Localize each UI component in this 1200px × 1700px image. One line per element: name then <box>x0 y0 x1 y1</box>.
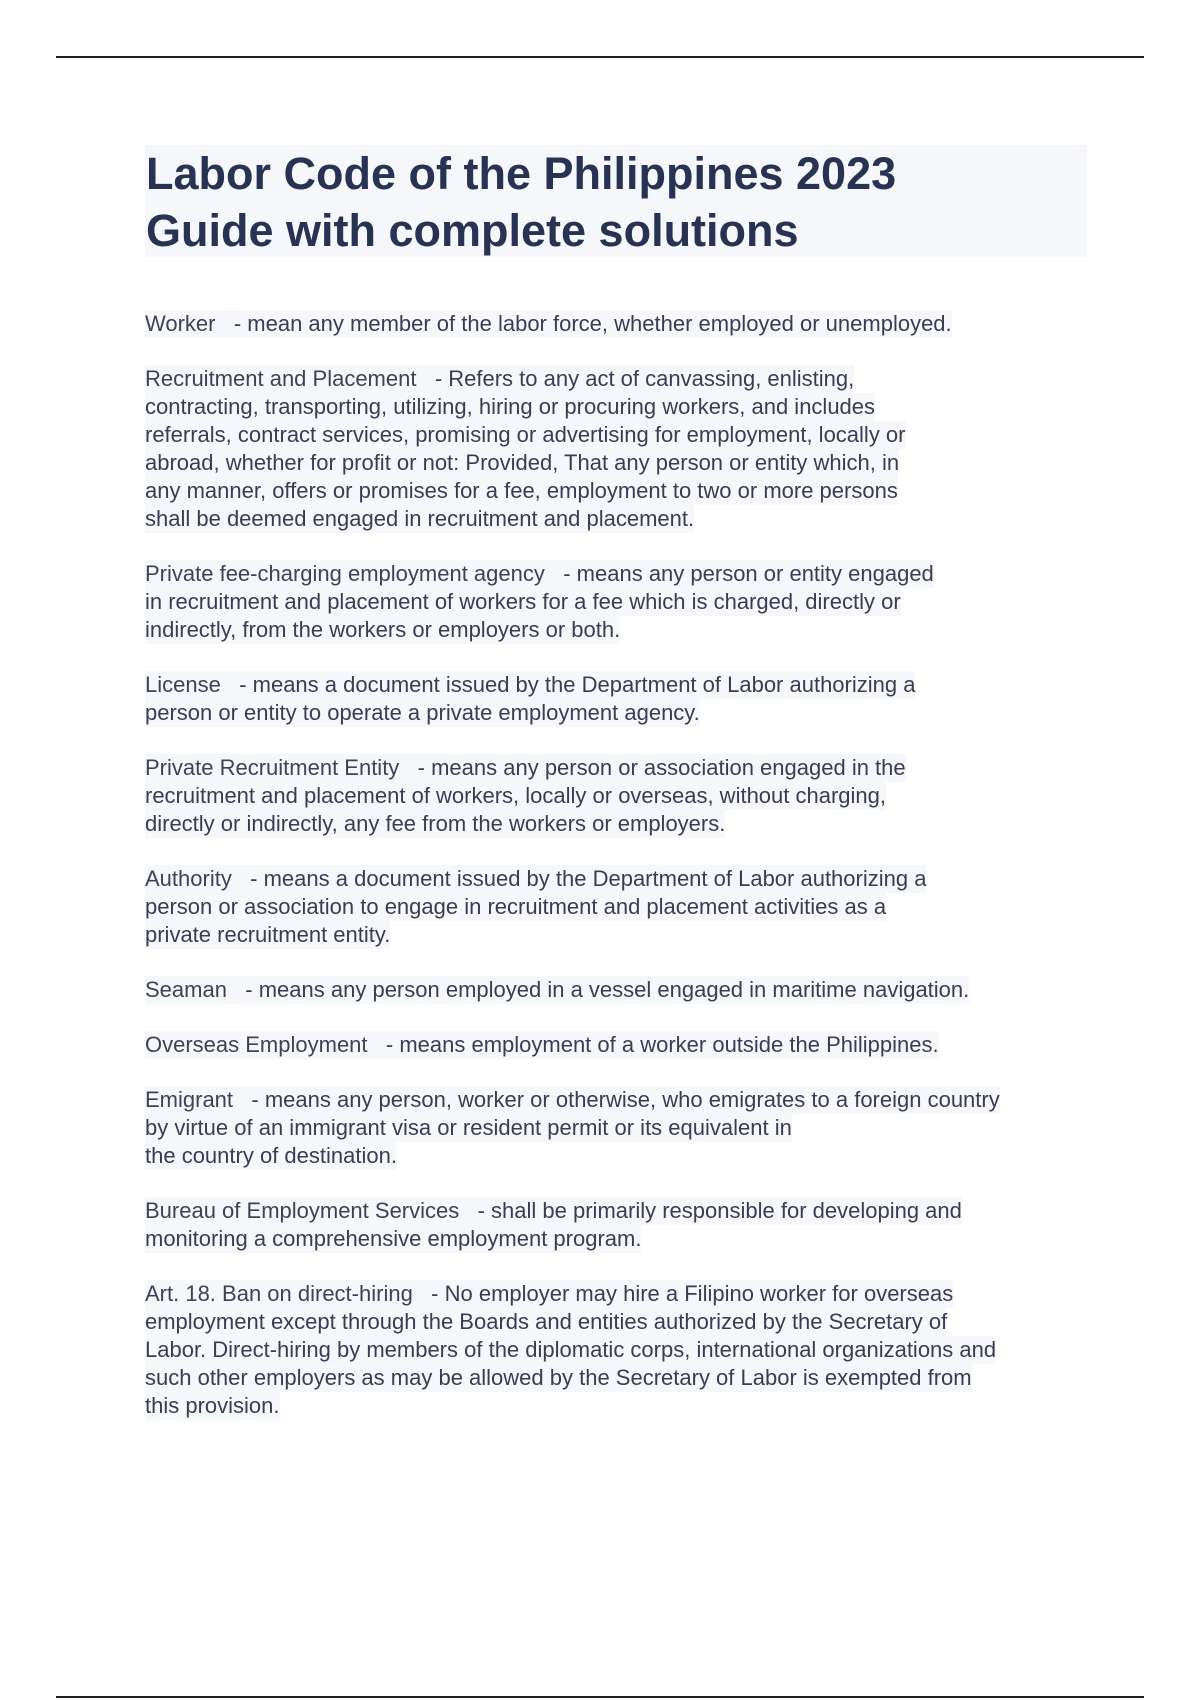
definition-line <box>145 1225 641 1253</box>
definition-entry <box>145 365 1090 533</box>
definition-text: such other employers as may be allowed by the Secretary of Labor is exempted from <box>145 1365 972 1390</box>
definition-term: Bureau of Employment Services <box>145 1198 460 1223</box>
definition-text: employment except through the Boards and entities authorized by the Secretary of <box>145 1309 948 1334</box>
definition-line <box>145 699 700 727</box>
definition-term: Seaman <box>145 977 227 1002</box>
definition-text: - Refers to any act of canvassing, enlisting, <box>434 366 855 391</box>
definition-line <box>145 505 694 533</box>
definition-entry <box>145 754 1090 838</box>
definition-line <box>145 588 901 616</box>
definition-text: - means any person, worker or otherwise, who emigrates to a foreign country <box>251 1087 1000 1112</box>
definition-entry <box>145 560 1090 644</box>
definition-line <box>145 782 886 810</box>
definition-line <box>145 616 620 644</box>
definition-text: - No employer may hire a Filipino worker for overseas <box>431 1281 954 1306</box>
definition-line <box>145 560 934 588</box>
definition-text: person or association to engage in recruitment and placement activities as a <box>145 894 887 919</box>
definition-entry <box>145 1031 1090 1059</box>
definition-text: - means employment of a worker outside the Philippines. <box>385 1032 939 1057</box>
definition-text: Labor. Direct-hiring by members of the diplomatic corps, international organizations and <box>145 1337 997 1362</box>
definition-term: Overseas Employment <box>145 1032 368 1057</box>
definition-line <box>145 1031 939 1059</box>
definition-line <box>145 754 906 782</box>
definition-line <box>145 1308 947 1336</box>
definition-text: shall be deemed engaged in recruitment and placement. <box>145 506 695 531</box>
definition-line <box>145 1364 972 1392</box>
definition-text: the country of destination. <box>145 1143 397 1168</box>
document-title <box>146 145 1046 259</box>
definition-line <box>145 1086 1000 1114</box>
definition-text: - mean any member of the labor force, whether employed or unemployed. <box>233 311 952 336</box>
definition-text: any manner, offers or promises for a fee, employment to two or more persons <box>145 478 898 503</box>
definition-text: private recruitment entity. <box>145 922 391 947</box>
definition-entry <box>145 865 1090 949</box>
definition-term: Private fee-charging employment agency <box>145 561 545 586</box>
definition-text: by virtue of an immigrant visa or resident permit or its equivalent in <box>145 1115 792 1140</box>
definition-line <box>145 671 915 699</box>
definition-text: abroad, whether for profit or not: Provided, That any person or entity which, in <box>145 450 900 475</box>
definition-text: - means a document issued by the Department of Labor authorizing a <box>239 672 916 697</box>
top-rule <box>56 56 1144 58</box>
definition-text: contracting, transporting, utilizing, hiring or procuring workers, and includes <box>145 394 876 419</box>
definition-term: Emigrant <box>145 1087 234 1112</box>
definition-entry <box>145 1280 1090 1420</box>
definition-text: person or entity to operate a private employment agency. <box>145 700 700 725</box>
definition-line <box>145 365 854 393</box>
definition-text: in recruitment and placement of workers for a fee which is charged, directly or <box>145 589 901 614</box>
definition-term: Art. 18. Ban on direct-hiring <box>145 1281 413 1306</box>
definition-entry <box>145 1197 1090 1253</box>
definition-line <box>145 393 875 421</box>
definition-line <box>145 976 969 1004</box>
definition-text: directly or indirectly, any fee from the workers or employers. <box>145 811 726 836</box>
definition-line <box>145 477 898 505</box>
definition-term: Private Recruitment Entity <box>145 755 400 780</box>
definition-text: - shall be primarily responsible for developing and <box>477 1198 962 1223</box>
definition-line <box>145 1114 792 1142</box>
definition-text: - means any person employed in a vessel engaged in maritime navigation. <box>245 977 970 1002</box>
definition-line <box>145 1197 962 1225</box>
definitions-list <box>145 310 1090 1447</box>
definition-entry <box>145 1086 1090 1170</box>
definition-text: - means any person or entity engaged <box>563 561 934 586</box>
definition-entry <box>145 671 1090 727</box>
bottom-rule <box>56 1696 1144 1698</box>
definition-line <box>145 310 952 338</box>
definition-line <box>145 421 906 449</box>
definition-term: Authority <box>145 866 232 891</box>
definition-line <box>145 449 899 477</box>
definition-line <box>145 1336 996 1364</box>
definition-term: Recruitment and Placement <box>145 366 417 391</box>
definition-line <box>145 1392 280 1420</box>
definition-line <box>145 1280 953 1308</box>
title-line-1: Labor Code of the Philippines 2023 <box>146 148 897 199</box>
definition-line <box>145 865 926 893</box>
definition-line <box>145 921 390 949</box>
definition-entry <box>145 976 1090 1004</box>
definition-text: monitoring a comprehensive employment program. <box>145 1226 642 1251</box>
definition-line <box>145 893 886 921</box>
definition-text: indirectly, from the workers or employers or both. <box>145 617 621 642</box>
definition-text: this provision. <box>145 1393 280 1418</box>
definition-text: - means any person or association engaged in the <box>417 755 906 780</box>
definition-text: referrals, contract services, promising or advertising for employment, locally or <box>145 422 906 447</box>
definition-term: License <box>145 672 221 697</box>
title-line-2: Guide with complete solutions <box>146 205 799 256</box>
definition-text: - means a document issued by the Department of Labor authorizing a <box>250 866 927 891</box>
definition-term: Worker <box>145 311 216 336</box>
definition-entry <box>145 310 1090 338</box>
definition-line <box>145 810 725 838</box>
definition-text: recruitment and placement of workers, locally or overseas, without charging, <box>145 783 887 808</box>
definition-line <box>145 1142 397 1170</box>
